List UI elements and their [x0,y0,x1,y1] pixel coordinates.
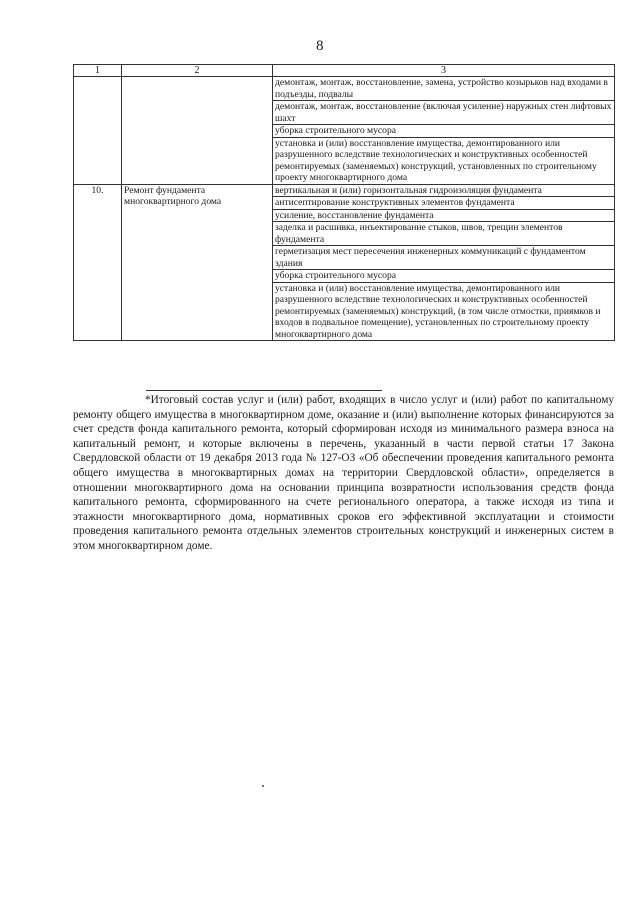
footnote-divider [146,390,382,391]
section-number: 10. [74,184,122,341]
page-number: 8 [316,38,324,54]
work-item: герметизация мест пересечения инженерных коммуникаций с фундаментом здания [273,246,615,270]
header-col-1: 1 [74,65,122,77]
work-item: установка и (или) восстановление имущества, демонтированного или разрушенного вследствие технологических и конструктивных особенностей ремонтируемых (заменяемых) конструкций, (в том числе отмостки, приямков и входов в подвальное помещение), установленных по строительному проекту многоквартирного дома [273,282,615,341]
empty-num-cell [74,77,122,185]
table-row [74,184,615,197]
footnote-text: *Итоговый состав услуг и (или) работ, входящих в число услуг и (или) работ по капитальному ремонту общего имущества в многоквартирном доме, оказание и (или) выполнение которых финансируются за счет средств фонда капитального ремонта, который сформирован исходя из минимального размера взноса на капитальный ремонт, и которые включены в перечень, указанный в части первой статьи 17 Закона Свердловской области от 19 декабря 2013 года № 127-ОЗ «Об обеспечении проведения капитального ремонта общего имущества в многоквартирных домах на территории Свердловской области», определяется в отношении многоквартирного дома на основании принципа возвратности использования средств фонда капитального ремонта, сформированного на счете регионального оператора, а также исходя из типа и этажности многоквартирного дома, нормативных сроков его эффективной эксплуатации и стоимости проведения капитального ремонта отдельных элементов строительных конструкций и инженерных систем в этом многоквартирном доме. [73,394,614,552]
work-item: усиление, восстановление фундамента [273,209,615,222]
empty-name-cell [122,77,273,185]
header-col-3: 3 [273,65,615,77]
work-item: вертикальная и (или) горизонтальная гидроизоляция фундамента [273,184,615,197]
table-header-row [74,65,615,77]
scan-speck [262,785,264,787]
work-item: уборка строительного мусора [273,270,615,283]
work-item: демонтаж, монтаж, восстановление (включая усиление) наружных стен лифтовых шахт [273,101,615,125]
table-row [74,77,615,101]
work-item: заделка и расшивка, инъектирование стыков, швов, трещин элементов фундамента [273,222,615,246]
header-col-2: 2 [122,65,273,77]
work-item: антисептирование конструктивных элементов фундамента [273,197,615,210]
section-name: Ремонт фундамента многоквартирного дома [122,184,273,341]
works-table [73,64,615,341]
work-item: демонтаж, монтаж, восстановление, замена, устройство козырьков над входами в подъезды, подвалы [273,77,615,101]
work-item: установка и (или) восстановление имущества, демонтированного или разрушенного вследствие технологических и конструктивных особенностей ремонтируемых (заменяемых) конструкций, установленных по строительному проекту многоквартирного дома [273,137,615,184]
work-item: уборка строительного мусора [273,125,615,138]
